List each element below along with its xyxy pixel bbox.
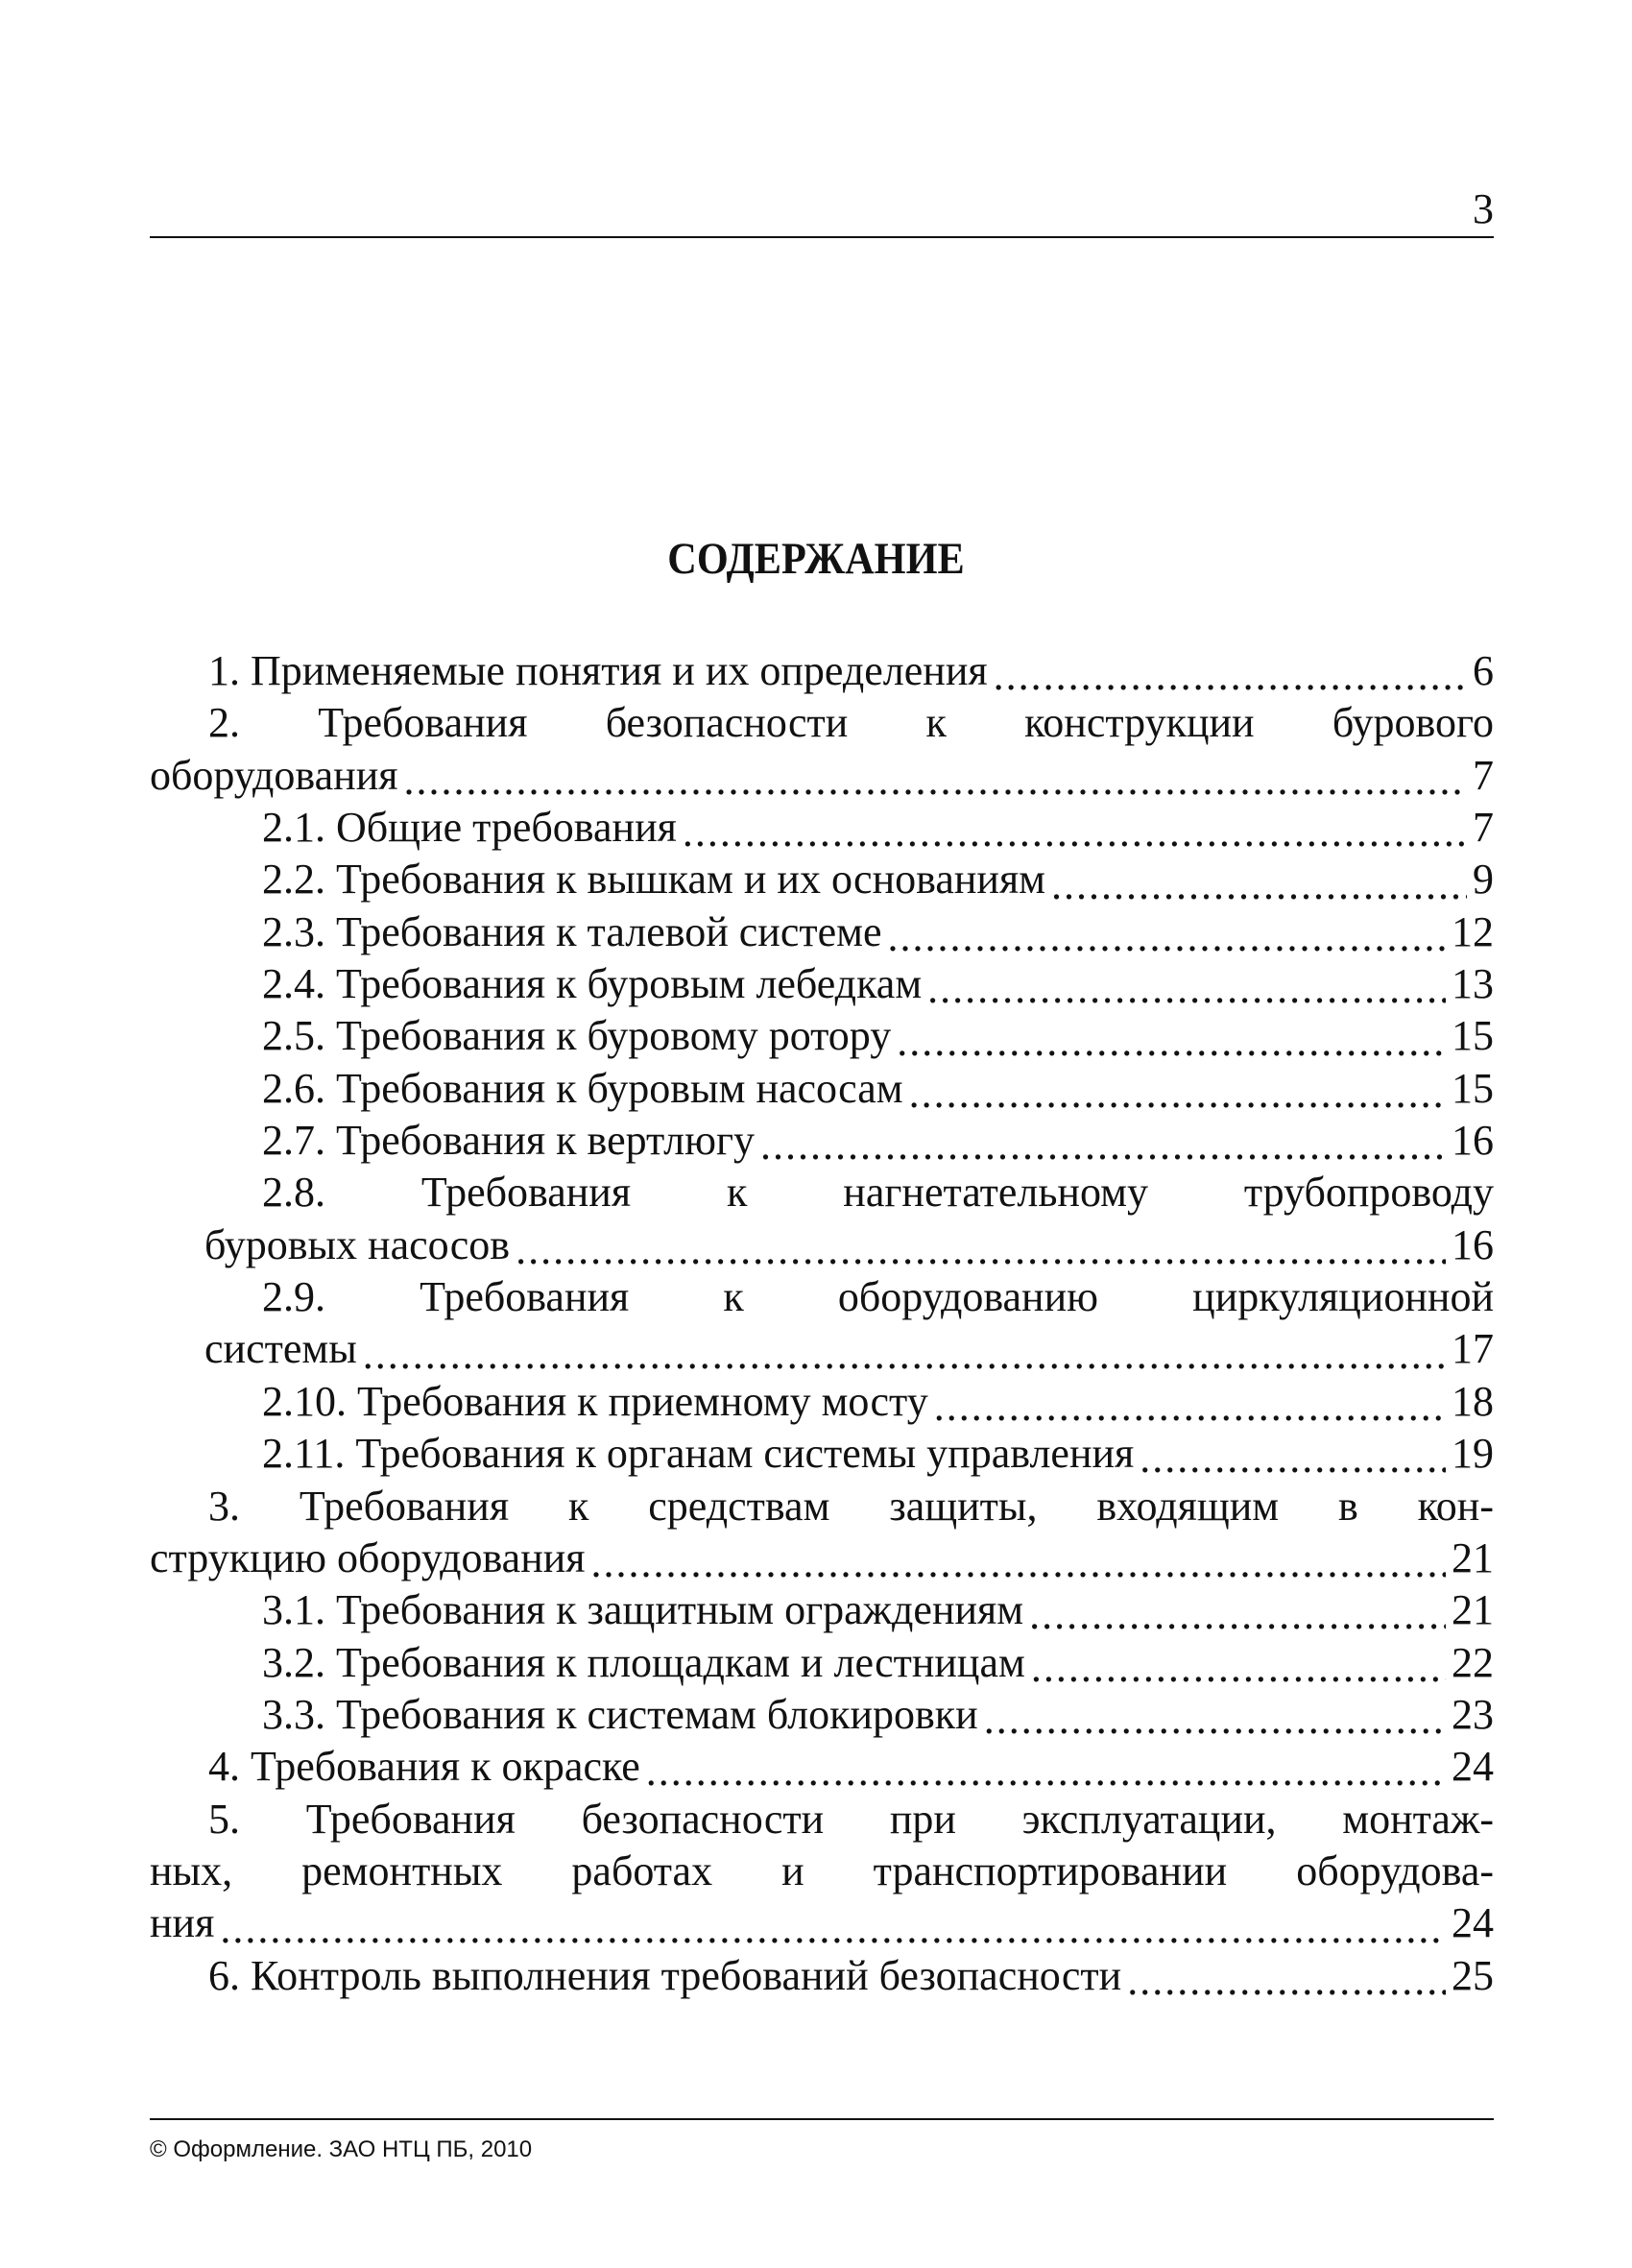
toc-entry-text: 2.4. Требования к буровым лебедкам xyxy=(262,960,923,1008)
toc-entry-6[interactable] xyxy=(150,1950,1494,2002)
toc-entry-2-9-cont[interactable] xyxy=(150,1323,1494,1375)
table-of-contents xyxy=(150,645,1494,2002)
toc-entry-2-1[interactable] xyxy=(150,802,1494,854)
dot-leader xyxy=(220,1903,1446,1945)
toc-entry-page: 15 xyxy=(1452,1064,1494,1112)
toc-entry-2[interactable] xyxy=(150,697,1494,749)
toc-entry-2-5[interactable] xyxy=(150,1010,1494,1062)
toc-entry-text: 2.8. Требования к нагнетательному трубопроводу xyxy=(262,1169,1494,1217)
toc-title: СОДЕРЖАНИЕ xyxy=(667,534,965,584)
toc-entry-text: 2.3. Требования к талевой системе xyxy=(262,907,882,955)
dot-leader xyxy=(984,1694,1446,1736)
toc-entry-3[interactable] xyxy=(150,1481,1494,1532)
toc-entry-page: 25 xyxy=(1452,1951,1494,1999)
toc-entry-page: 7 xyxy=(1473,804,1494,852)
toc-entry-text: 2.6. Требования к буровым насосам xyxy=(262,1064,903,1112)
toc-entry-page: 16 xyxy=(1452,1220,1494,1268)
toc-entry-2-cont[interactable] xyxy=(150,750,1494,802)
toc-entry-text: 2.9. Требования к оборудованию циркуляционной xyxy=(262,1273,1494,1321)
toc-entry-page: 24 xyxy=(1452,1743,1494,1791)
toc-entry-3-2[interactable] xyxy=(150,1637,1494,1689)
toc-entry-page: 6 xyxy=(1473,647,1494,694)
dot-leader xyxy=(646,1746,1446,1788)
toc-entry-2-8-cont[interactable] xyxy=(150,1219,1494,1271)
toc-entry-page: 12 xyxy=(1452,907,1494,955)
toc-entry-text: оборудования xyxy=(150,751,398,799)
toc-entry-2-8[interactable] xyxy=(150,1167,1494,1218)
toc-entry-2-9[interactable] xyxy=(150,1271,1494,1323)
toc-entry-2-2[interactable] xyxy=(150,854,1494,905)
toc-entry-text: 3.2. Требования к площадкам и лестницам xyxy=(262,1638,1025,1686)
toc-entry-page: 21 xyxy=(1452,1586,1494,1634)
toc-entry-text: 2.10. Требования к приемному мосту xyxy=(262,1377,928,1425)
toc-entry-3-cont[interactable] xyxy=(150,1532,1494,1584)
toc-entry-text: буровых насосов xyxy=(204,1220,511,1268)
dot-leader xyxy=(927,963,1446,1005)
dot-leader xyxy=(516,1224,1446,1267)
dot-leader xyxy=(994,650,1467,692)
toc-entry-page: 15 xyxy=(1452,1012,1494,1060)
toc-entry-5-cont-2[interactable] xyxy=(150,1897,1494,1949)
footer-rule xyxy=(150,2118,1494,2120)
toc-entry-page: 13 xyxy=(1452,960,1494,1008)
toc-entry-text: системы xyxy=(204,1325,357,1373)
toc-entry-page: 22 xyxy=(1452,1638,1494,1686)
toc-entry-text: 3.3. Требования к системам блокировки xyxy=(262,1690,978,1738)
dot-leader xyxy=(1031,1642,1446,1684)
dot-leader xyxy=(1051,859,1467,902)
toc-entry-text: 2.2. Требования к вышкам и их основаниям xyxy=(262,856,1046,904)
dot-leader xyxy=(363,1329,1446,1371)
dot-leader xyxy=(760,1120,1446,1162)
toc-entry-2-11[interactable] xyxy=(150,1428,1494,1480)
toc-entry-text: 2.7. Требования к вертлюгу xyxy=(262,1117,756,1165)
toc-entry-page: 9 xyxy=(1473,856,1494,904)
toc-entry-text: 5. Требования безопасности при эксплуатации, монтаж- xyxy=(208,1795,1494,1843)
toc-entry-3-1[interactable] xyxy=(150,1584,1494,1636)
toc-entry-text: 3.1. Требования к защитным ограждениям xyxy=(262,1586,1024,1634)
dot-leader xyxy=(1140,1433,1446,1475)
dot-leader xyxy=(897,1016,1446,1058)
toc-entry-text: 2.11. Требования к органам системы управления xyxy=(262,1430,1135,1478)
toc-entry-text: 2. Требования безопасности к конструкции бурового xyxy=(208,699,1494,747)
header-rule xyxy=(150,236,1494,238)
toc-entry-text: 4. Требования к окраске xyxy=(208,1743,640,1791)
toc-entry-3-3[interactable] xyxy=(150,1689,1494,1741)
toc-entry-text: 6. Контроль выполнения требований безопасности xyxy=(208,1951,1122,1999)
toc-entry-text: 1. Применяемые понятия и их определения xyxy=(208,647,988,694)
toc-entry-1[interactable] xyxy=(150,645,1494,697)
page-number: 3 xyxy=(1473,185,1494,232)
toc-entry-text: 2.5. Требования к буровому ротору xyxy=(262,1012,892,1060)
toc-entry-page: 21 xyxy=(1452,1533,1494,1581)
toc-entry-page: 23 xyxy=(1452,1690,1494,1738)
dot-leader xyxy=(909,1068,1446,1110)
dot-leader xyxy=(403,755,1467,797)
toc-entry-page: 18 xyxy=(1452,1377,1494,1425)
toc-entry-2-10[interactable] xyxy=(150,1376,1494,1428)
toc-entry-text: 2.1. Общие требования xyxy=(262,804,677,852)
toc-entry-page: 24 xyxy=(1452,1899,1494,1947)
toc-entry-5[interactable] xyxy=(150,1794,1494,1846)
toc-entry-text: струкцию оборудования xyxy=(150,1533,586,1581)
toc-entry-2-6[interactable] xyxy=(150,1063,1494,1115)
toc-entry-page: 17 xyxy=(1452,1325,1494,1373)
toc-entry-page: 7 xyxy=(1473,751,1494,799)
toc-entry-text: ных, ремонтных работах и транспортировании оборудова- xyxy=(150,1846,1494,1894)
toc-entry-5-cont[interactable] xyxy=(150,1846,1494,1897)
dot-leader xyxy=(683,807,1467,849)
toc-entry-2-3[interactable] xyxy=(150,906,1494,958)
toc-entry-text: 3. Требования к средствам защиты, входящим в кон- xyxy=(208,1482,1494,1530)
dot-leader xyxy=(1127,1955,1446,1997)
toc-entry-page: 16 xyxy=(1452,1117,1494,1165)
dot-leader xyxy=(934,1381,1446,1423)
toc-entry-text: ния xyxy=(150,1899,215,1947)
toc-entry-2-4[interactable] xyxy=(150,958,1494,1010)
dot-leader xyxy=(887,911,1446,953)
toc-entry-page: 19 xyxy=(1452,1430,1494,1478)
toc-entry-2-7[interactable] xyxy=(150,1115,1494,1167)
copyright-footer: © Оформление. ЗАО НТЦ ПБ, 2010 xyxy=(150,2136,533,2162)
toc-entry-4[interactable] xyxy=(150,1741,1494,1793)
dot-leader xyxy=(591,1537,1446,1580)
dot-leader xyxy=(1029,1589,1446,1631)
